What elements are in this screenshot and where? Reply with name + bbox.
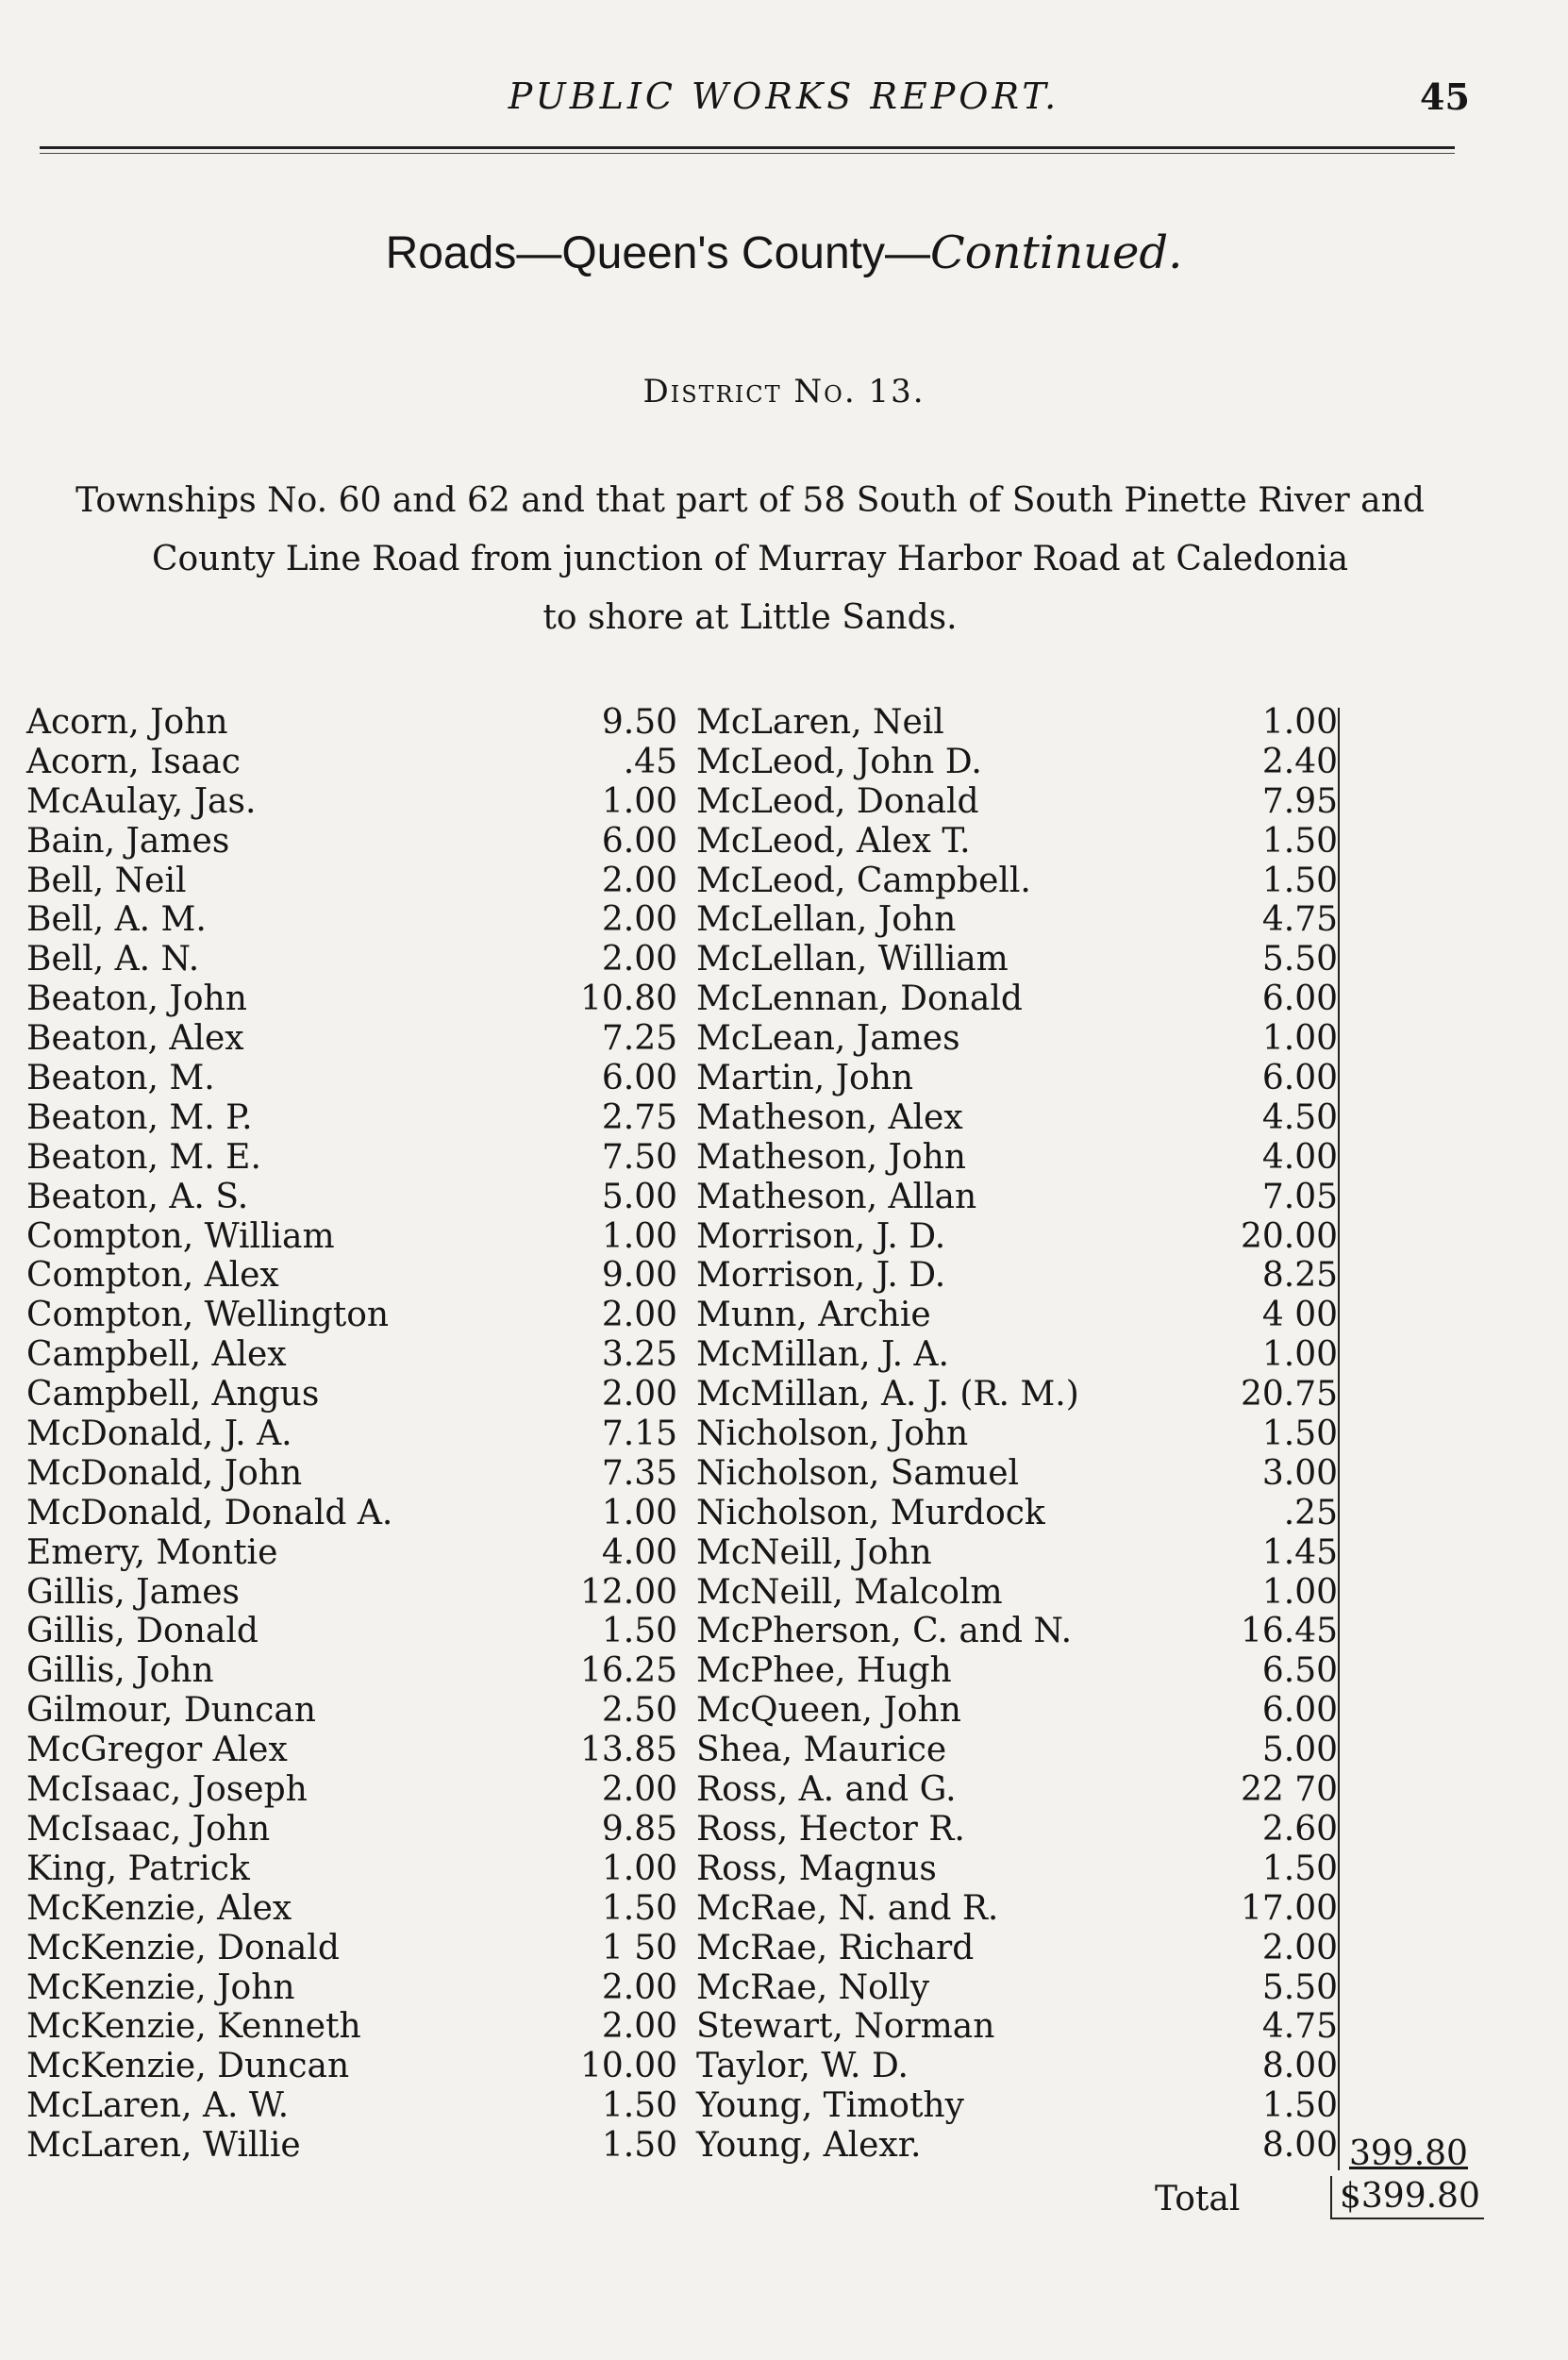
entry-name: Shea, Maurice [696,1731,947,1770]
list-item [696,1533,1357,1573]
list-item [26,743,687,782]
list-item [696,782,1357,822]
list-item [26,2086,687,2126]
entry-name: McIsaac, Joseph [26,1770,308,1810]
list-item [26,1019,687,1059]
entry-name: Matheson, Allan [696,1177,977,1216]
entry-name: Emery, Montie [26,1532,278,1572]
entry-name: McIsaac, John [26,1809,271,1849]
entry-name: McLeod, Alex T. [696,821,971,861]
list-item [696,1691,1357,1731]
description-line: to shore at Little Sands. [542,598,958,637]
list-item [26,703,687,743]
list-item [26,1178,687,1217]
entry-name: McRae, Richard [696,1928,975,1967]
entry-amount: 2.00 [601,1296,677,1335]
entry-name: Young, Timothy [696,2086,964,2126]
entry-amount: 2.00 [601,1967,677,2007]
entry-amount: 12.00 [579,1572,677,1612]
entry-name: Campbell, Alex [26,1335,287,1375]
entry-amount: 2.40 [1261,742,1338,781]
list-item [696,1850,1357,1889]
entry-name: Compton, Wellington [26,1296,390,1335]
subtotal-value: 399.80 [1349,2134,1468,2173]
list-item [26,1731,687,1770]
list-item [696,1929,1357,1968]
list-item [26,1375,687,1414]
entry-amount: 1.00 [601,1849,677,1888]
entry-amount: 10.80 [579,979,677,1019]
entry-name: McKenzie, Donald [26,1928,340,1967]
list-item [696,1651,1357,1691]
list-item [696,940,1357,979]
entry-name: Gilmour, Duncan [26,1691,316,1731]
entry-name: Gillis, John [26,1651,214,1691]
entry-name: King, Patrick [26,1849,250,1888]
entry-amount: 1.00 [1261,703,1338,742]
entry-name: Gillis, James [26,1572,240,1612]
entry-name: Acorn, John [26,703,228,742]
entry-name: McLaren, A. W. [26,2086,290,2126]
list-item [696,1770,1357,1810]
list-item [26,1454,687,1494]
entry-amount: 3.00 [1261,1453,1338,1493]
entry-amount: 4.75 [1261,900,1338,940]
list-item [696,1256,1357,1296]
entry-amount: 9.00 [601,1256,677,1296]
list-item [696,2126,1357,2166]
list-item [26,1651,687,1691]
entry-amount: 7.15 [601,1414,677,1454]
list-item [26,1810,687,1850]
list-item [696,1454,1357,1494]
entry-amount: 16.45 [1240,1612,1338,1651]
list-item [26,1296,687,1335]
list-item [26,1770,687,1810]
list-item [696,703,1357,743]
entry-amount: 2.00 [601,940,677,979]
entry-name: Matheson, John [696,1137,966,1177]
entry-name: Gillis, Donald [26,1612,259,1651]
entry-name: Bell, A. M. [26,900,207,940]
entry-name: McDonald, John [26,1453,303,1493]
entry-amount: 1.45 [1261,1532,1338,1572]
section-title [0,226,1568,279]
entry-amount: 2.00 [601,2007,677,2047]
entry-name: Beaton, John [26,979,247,1019]
entry-amount: 8.00 [1261,2047,1338,2086]
list-item [696,1612,1357,1651]
section-title-continued: Continued. [930,226,1183,279]
entry-amount: 1.50 [601,2126,677,2166]
entry-name: McPhee, Hugh [696,1651,952,1691]
entry-amount: 1.50 [601,1888,677,1928]
entry-name: Young, Alexr. [696,2126,922,2166]
entry-amount: 7.25 [601,1019,677,1059]
entry-amount: 1.00 [1261,1019,1338,1059]
entry-amount: 2.00 [601,1770,677,1810]
list-item [26,900,687,940]
list-item [26,2047,687,2086]
entry-name: McLeod, Donald [696,781,979,821]
list-item [26,1612,687,1651]
list-item [26,1929,687,1968]
list-item [696,1375,1357,1414]
entry-amount: 7.05 [1261,1177,1338,1216]
entry-amount: 5.00 [1261,1731,1338,1770]
entry-amount: 5.50 [1261,1967,1338,2007]
entry-name: Nicholson, Murdock [696,1493,1045,1532]
entry-name: Morrison, J. D. [696,1256,946,1296]
entry-name: Martin, John [696,1059,914,1098]
list-item [696,862,1357,901]
list-item [26,1850,687,1889]
description-line: County Line Road from junction of Murray Harbor Road at Caledonia [151,540,1349,578]
entry-name: McLaren, Neil [696,703,944,742]
list-item [696,1217,1357,1257]
entry-name: Compton, Alex [26,1256,279,1296]
list-item [696,979,1357,1019]
entry-amount: 7.35 [601,1453,677,1493]
entry-name: Ross, A. and G. [696,1770,957,1810]
list-item [696,900,1357,940]
list-item [26,1098,687,1138]
list-item [26,782,687,822]
list-item [696,2047,1357,2086]
entry-amount: 6.50 [1261,1651,1338,1691]
entry-name: McLeod, Campbell. [696,861,1031,900]
entry-amount: 1.00 [601,781,677,821]
entry-amount: 1.50 [601,1612,677,1651]
entry-amount: 2.00 [601,900,677,940]
entry-name: McQueen, John [696,1691,961,1731]
entry-name: Beaton, M. E. [26,1137,261,1177]
entry-name: McAulay, Jas. [26,781,257,821]
entry-amount: 2.60 [1261,1809,1338,1849]
entry-name: Munn, Archie [696,1296,931,1335]
entry-name: Bell, A. N. [26,940,200,979]
entry-name: Stewart, Norman [696,2007,995,2047]
district-description [24,472,1476,647]
entry-name: McLean, James [696,1019,960,1059]
list-item [696,1019,1357,1059]
entry-amount: 2.50 [601,1691,677,1731]
entry-name: McNeill, John [696,1532,932,1572]
list-item [26,1256,687,1296]
entry-amount: .45 [623,742,677,781]
amount-bracket-line [1338,708,1340,2170]
entry-amount: 4 00 [1261,1296,1338,1335]
entry-name: Taylor, W. D. [696,2047,909,2086]
running-head: PUBLIC WORKS REPORT. [508,75,1060,117]
list-item [696,1810,1357,1850]
entry-amount: 8.00 [1261,2126,1338,2166]
entry-amount: 1.50 [1261,2086,1338,2126]
list-item [26,1573,687,1613]
left-column-list [26,703,687,2166]
entry-amount: 20.75 [1240,1375,1338,1414]
entry-name: Bain, James [26,821,230,861]
entry-amount: 1.00 [1261,1335,1338,1375]
entry-amount: 4.00 [601,1532,677,1572]
list-item [26,862,687,901]
list-item [696,2007,1357,2047]
entry-name: McLeod, John D. [696,742,982,781]
entry-amount: 13.85 [579,1731,677,1770]
list-item [26,2007,687,2047]
entry-amount: 9.85 [601,1809,677,1849]
entry-amount: 8.25 [1261,1256,1338,1296]
list-item [26,1335,687,1375]
entry-amount: 20.00 [1240,1216,1338,1256]
list-item [26,1414,687,1454]
section-title-main: Roads—Queen's County— [385,228,931,278]
entry-name: McKenzie, Duncan [26,2047,350,2086]
entry-name: Nicholson, Samuel [696,1453,1020,1493]
entry-amount: 2.75 [601,1097,677,1137]
description-line: Townships No. 60 and 62 and that part of 58 South of South Pinette River and [75,481,1425,520]
entry-amount: 2.00 [1261,1928,1338,1967]
entry-name: McGregor Alex [26,1731,288,1770]
list-item [26,1217,687,1257]
entry-name: McRae, Nolly [696,1967,930,2007]
list-item [26,1138,687,1178]
entry-name: Campbell, Angus [26,1375,320,1414]
entry-amount: 10.00 [579,2047,677,2086]
entry-name: Matheson, Alex [696,1097,963,1137]
list-item [26,979,687,1019]
entry-amount: 2.00 [601,1375,677,1414]
entry-amount: 16.25 [579,1651,677,1691]
list-item [26,1968,687,2008]
entry-amount: 1.00 [601,1493,677,1532]
entry-name: Ross, Hector R. [696,1809,965,1849]
entry-amount: 6.00 [1261,1059,1338,1098]
list-item [26,1691,687,1731]
entry-amount: 6.00 [601,1059,677,1098]
list-item [26,1494,687,1533]
right-column-list [696,703,1357,2166]
entry-name: McKenzie, Kenneth [26,2007,361,2047]
entry-name: Beaton, A. S. [26,1177,249,1216]
entry-amount: 5.00 [601,1177,677,1216]
list-item [696,1889,1357,1929]
entry-name: McMillan, A. J. (R. M.) [696,1375,1079,1414]
list-item [696,1098,1357,1138]
list-item [696,1296,1357,1335]
entry-name: Ross, Magnus [696,1849,937,1888]
entry-amount: 4.75 [1261,2007,1338,2047]
entry-amount: 1.50 [601,2086,677,2126]
entry-name: McLennan, Donald [696,979,1023,1019]
entry-amount: 1.50 [1261,861,1338,900]
list-item [696,1138,1357,1178]
entry-name: McKenzie, John [26,1967,295,2007]
entry-amount: 6.00 [601,821,677,861]
entry-name: McDonald, Donald A. [26,1493,393,1532]
entry-amount: 17.00 [1240,1888,1338,1928]
entry-name: McLellan, John [696,900,957,940]
list-item [696,1968,1357,2008]
entry-amount: 9.50 [601,703,677,742]
list-item [696,1335,1357,1375]
entry-name: Bell, Neil [26,861,187,900]
list-item [26,822,687,862]
list-item [696,1573,1357,1613]
entry-amount: 4.50 [1261,1097,1338,1137]
total-label: Total [1155,2180,1241,2218]
list-item [696,743,1357,782]
entry-amount: 22 70 [1240,1770,1338,1810]
list-item [26,1889,687,1929]
page-number: 45 [1420,75,1470,118]
entry-name: Nicholson, John [696,1414,969,1454]
entry-amount: 1 50 [601,1928,677,1967]
entry-name: McLaren, Willie [26,2126,301,2166]
entry-name: McKenzie, Alex [26,1888,292,1928]
entry-name: McNeill, Malcolm [696,1572,1003,1612]
entry-name: Compton, William [26,1216,335,1256]
entry-name: Beaton, Alex [26,1019,244,1059]
list-item [26,1533,687,1573]
list-item [26,940,687,979]
entry-name: McLellan, William [696,940,1009,979]
entry-amount: 1.50 [1261,821,1338,861]
entry-amount: 1.50 [1261,1414,1338,1454]
grand-total-value: $399.80 [1330,2176,1484,2219]
entry-amount: 1.50 [1261,1849,1338,1888]
entry-name: Acorn, Isaac [26,742,241,781]
entry-amount: 1.00 [601,1216,677,1256]
entry-name: McRae, N. and R. [696,1888,999,1928]
list-item [696,1731,1357,1770]
entry-amount: 6.00 [1261,1691,1338,1731]
list-item [696,822,1357,862]
entry-name: McDonald, J. A. [26,1414,292,1454]
list-item [696,1178,1357,1217]
entry-amount: 6.00 [1261,979,1338,1019]
entry-name: Beaton, M. P. [26,1097,253,1137]
entry-amount: 4.00 [1261,1137,1338,1177]
list-item [696,1059,1357,1098]
list-item [696,1494,1357,1533]
list-item [696,2086,1357,2126]
list-item [696,1414,1357,1454]
list-item [26,1059,687,1098]
entry-amount: 7.95 [1261,781,1338,821]
entry-amount: .25 [1283,1493,1338,1532]
header-rule [40,146,1455,154]
entry-name: Beaton, M. [26,1059,215,1098]
entry-name: McPherson, C. and N. [696,1612,1073,1651]
list-item [26,2126,687,2166]
entry-name: Morrison, J. D. [696,1216,946,1256]
entry-amount: 5.50 [1261,940,1338,979]
entry-amount: 7.50 [601,1137,677,1177]
entry-amount: 2.00 [601,861,677,900]
entry-amount: 1.00 [1261,1572,1338,1612]
entry-name: McMillan, J. A. [696,1335,949,1375]
entry-amount: 3.25 [601,1335,677,1375]
district-heading: District No. 13. [642,373,926,410]
